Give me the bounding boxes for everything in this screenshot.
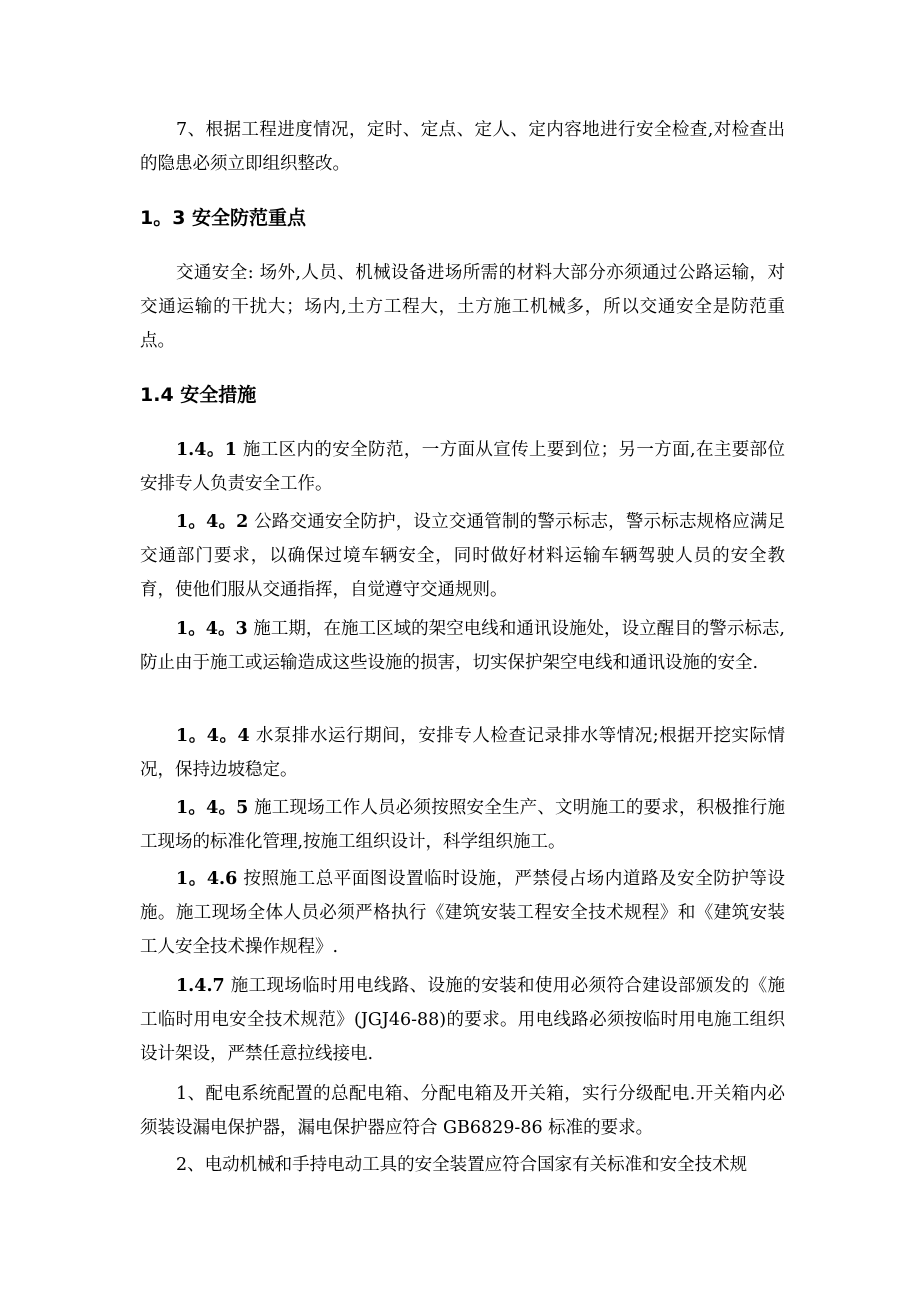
measure-number: 1。4.6 (176, 869, 238, 889)
measure-1-4-1 (140, 433, 785, 501)
measure-number: 1。4。3 (176, 619, 248, 639)
section-1-3-heading: 1。3 安全防范重点 (140, 207, 307, 229)
section-1-4-heading: 1.4 安全措施 (140, 384, 257, 406)
measure-number: 1。4。2 (176, 512, 249, 532)
measure-text: 公路交通安全防护，设立交通管制的警示标志，警示标志规格应满足交通部门要求，以确保过境车辆安全，同时做好材料运输车辆驾驶人员的安全教育，使他们服从交通指挥，自觉遵守交通规则。 (140, 512, 785, 600)
measure-1-4-6 (140, 862, 785, 964)
item-7-paragraph: 7、根据工程进度情况，定时、定点、定人、定内容地进行安全检查,对检查出的隐患必须立即组织整改。 (140, 120, 785, 174)
measure-text: 施工期，在施工区域的架空电线和通讯设施处，设立醒目的警示标志,防止由于施工或运输造成这些设施的损害，切实保护架空电线和通讯设施的安全. (140, 619, 785, 673)
measure-1-4-5 (140, 791, 785, 859)
measure-number: 1.4.7 (176, 976, 225, 996)
measure-1-4-4 (140, 719, 785, 787)
sub-item-1-paragraph: 1、配电系统配置的总配电箱、分配电箱及开关箱，实行分级配电.开关箱内必须装设漏电保护器，漏电保护器应符合 GB6829-86 标准的要求。 (140, 1084, 785, 1138)
sub-item-2-paragraph: 2、电动机械和手持电动工具的安全装置应符合国家有关标准和安全技术规 (176, 1155, 748, 1175)
traffic-safety-paragraph: 交通安全: 场外,人员、机械设备进场所需的材料大部分亦须通过公路运输，对交通运输的干扰大；场内,土方工程大，土方施工机械多，所以交通安全是防范重点。 (140, 263, 785, 351)
measure-text: 施工区内的安全防范，一方面从宣传上要到位；另一方面,在主要部位安排专人负责安全工作。 (140, 440, 785, 494)
measure-1-4-3 (140, 612, 785, 680)
measure-1-4-2 (140, 505, 785, 607)
measure-number: 1。4。4 (176, 726, 250, 746)
measure-text: 水泵排水运行期间，安排专人检查记录排水等情况;根据开挖实际情况，保持边坡稳定。 (140, 726, 785, 780)
measure-1-4-7 (140, 969, 785, 1071)
measure-text: 按照施工总平面图设置临时设施，严禁侵占场内道路及安全防护等设施。施工现场全体人员必须严格执行《建筑安装工程安全技术规程》和《建筑安装工人安全技术操作规程》. (140, 869, 785, 957)
measure-text: 施工现场临时用电线路、设施的安装和使用必须符合建设部颁发的《施工临时用电安全技术规范》(JGJ46-88)的要求。用电线路必须按临时用电施工组织设计架设，严禁任意拉线接电. (140, 976, 785, 1064)
measure-number: 1.4。1 (176, 440, 237, 460)
measure-text: 施工现场工作人员必须按照安全生产、文明施工的要求，积极推行施工现场的标准化管理,按施工组织设计，科学组织施工。 (140, 798, 785, 852)
measure-number: 1。4。5 (176, 798, 249, 818)
